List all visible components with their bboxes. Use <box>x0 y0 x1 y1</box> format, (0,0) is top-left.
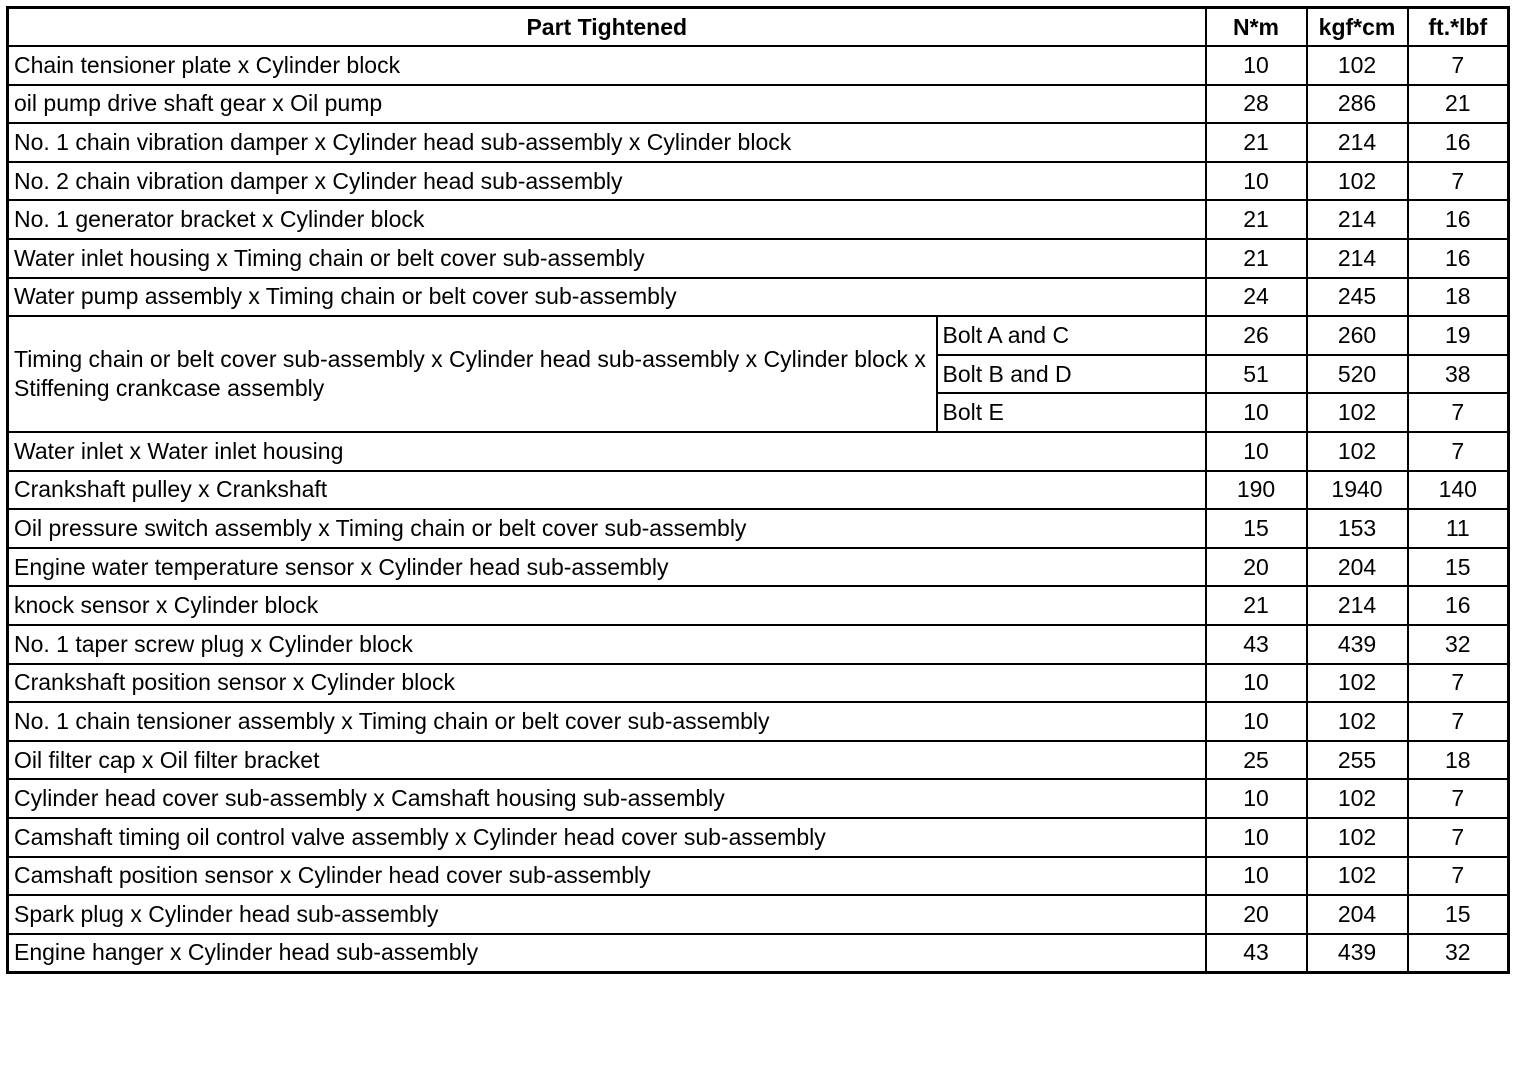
kgfcm-cell: 214 <box>1307 123 1408 162</box>
nm-cell: 26 <box>1206 316 1307 355</box>
table-row <box>8 278 1509 317</box>
ftlbf-cell: 21 <box>1408 85 1509 124</box>
part-cell: Oil pressure switch assembly x Timing chain or belt cover sub-assembly <box>8 509 1206 548</box>
header-kgfcm: kgf*cm <box>1307 8 1408 47</box>
nm-cell: 21 <box>1206 200 1307 239</box>
ftlbf-cell: 7 <box>1408 46 1509 85</box>
ftlbf-cell: 18 <box>1408 741 1509 780</box>
table-row-grouped <box>8 316 1509 355</box>
part-cell: No. 2 chain vibration damper x Cylinder head sub-assembly <box>8 162 1206 201</box>
table-row <box>8 818 1509 857</box>
part-cell: Water pump assembly x Timing chain or belt cover sub-assembly <box>8 278 1206 317</box>
kgfcm-cell: 439 <box>1307 625 1408 664</box>
ftlbf-cell: 16 <box>1408 239 1509 278</box>
table-row <box>8 509 1509 548</box>
table-row <box>8 85 1509 124</box>
ftlbf-cell: 32 <box>1408 625 1509 664</box>
ftlbf-cell: 140 <box>1408 471 1509 510</box>
table-row <box>8 239 1509 278</box>
table-row <box>8 432 1509 471</box>
kgfcm-cell: 102 <box>1307 818 1408 857</box>
bolt-label-cell: Bolt A and C <box>937 316 1206 355</box>
nm-cell: 190 <box>1206 471 1307 510</box>
table-row <box>8 471 1509 510</box>
nm-cell: 21 <box>1206 239 1307 278</box>
nm-cell: 25 <box>1206 741 1307 780</box>
part-cell: knock sensor x Cylinder block <box>8 586 1206 625</box>
ftlbf-cell: 38 <box>1408 355 1509 394</box>
ftlbf-cell: 16 <box>1408 123 1509 162</box>
ftlbf-cell: 11 <box>1408 509 1509 548</box>
kgfcm-cell: 102 <box>1307 779 1408 818</box>
bolt-label-cell: Bolt B and D <box>937 355 1206 394</box>
ftlbf-cell: 7 <box>1408 779 1509 818</box>
kgfcm-cell: 102 <box>1307 393 1408 432</box>
part-cell: Spark plug x Cylinder head sub-assembly <box>8 895 1206 934</box>
ftlbf-cell: 18 <box>1408 278 1509 317</box>
nm-cell: 43 <box>1206 934 1307 973</box>
kgfcm-cell: 214 <box>1307 586 1408 625</box>
kgfcm-cell: 245 <box>1307 278 1408 317</box>
kgfcm-cell: 102 <box>1307 46 1408 85</box>
kgfcm-cell: 102 <box>1307 857 1408 896</box>
nm-cell: 10 <box>1206 162 1307 201</box>
bolt-label-cell: Bolt E <box>937 393 1206 432</box>
table-row <box>8 200 1509 239</box>
kgfcm-cell: 102 <box>1307 432 1408 471</box>
nm-cell: 10 <box>1206 779 1307 818</box>
table-row <box>8 625 1509 664</box>
ftlbf-cell: 15 <box>1408 548 1509 587</box>
table-row <box>8 46 1509 85</box>
part-cell: Cylinder head cover sub-assembly x Camshaft housing sub-assembly <box>8 779 1206 818</box>
nm-cell: 10 <box>1206 432 1307 471</box>
part-cell: Crankshaft position sensor x Cylinder block <box>8 664 1206 703</box>
kgfcm-cell: 153 <box>1307 509 1408 548</box>
nm-cell: 51 <box>1206 355 1307 394</box>
part-cell: Oil filter cap x Oil filter bracket <box>8 741 1206 780</box>
part-cell: Engine hanger x Cylinder head sub-assembly <box>8 934 1206 973</box>
kgfcm-cell: 204 <box>1307 548 1408 587</box>
table-row <box>8 779 1509 818</box>
kgfcm-cell: 102 <box>1307 162 1408 201</box>
kgfcm-cell: 439 <box>1307 934 1408 973</box>
nm-cell: 10 <box>1206 393 1307 432</box>
kgfcm-cell: 204 <box>1307 895 1408 934</box>
nm-cell: 21 <box>1206 123 1307 162</box>
part-cell: Crankshaft pulley x Crankshaft <box>8 471 1206 510</box>
ftlbf-cell: 7 <box>1408 818 1509 857</box>
ftlbf-cell: 7 <box>1408 702 1509 741</box>
table-row <box>8 162 1509 201</box>
ftlbf-cell: 32 <box>1408 934 1509 973</box>
ftlbf-cell: 15 <box>1408 895 1509 934</box>
header-ftlbf: ft.*lbf <box>1408 8 1509 47</box>
table-row <box>8 702 1509 741</box>
table-row <box>8 664 1509 703</box>
nm-cell: 10 <box>1206 46 1307 85</box>
nm-cell: 10 <box>1206 702 1307 741</box>
nm-cell: 28 <box>1206 85 1307 124</box>
kgfcm-cell: 520 <box>1307 355 1408 394</box>
part-cell: No. 1 generator bracket x Cylinder block <box>8 200 1206 239</box>
part-cell: Camshaft position sensor x Cylinder head cover sub-assembly <box>8 857 1206 896</box>
part-cell-grouped: Timing chain or belt cover sub-assembly x Cylinder head sub-assembly x Cylinder block x Stiffening crankcase assembly <box>8 316 937 432</box>
table-row <box>8 934 1509 973</box>
part-cell: Water inlet x Water inlet housing <box>8 432 1206 471</box>
ftlbf-cell: 7 <box>1408 162 1509 201</box>
part-cell: No. 1 taper screw plug x Cylinder block <box>8 625 1206 664</box>
ftlbf-cell: 7 <box>1408 857 1509 896</box>
header-part-tightened: Part Tightened <box>8 8 1206 47</box>
nm-cell: 20 <box>1206 548 1307 587</box>
ftlbf-cell: 7 <box>1408 393 1509 432</box>
nm-cell: 10 <box>1206 818 1307 857</box>
table-row <box>8 548 1509 587</box>
part-cell: No. 1 chain tensioner assembly x Timing chain or belt cover sub-assembly <box>8 702 1206 741</box>
ftlbf-cell: 7 <box>1408 664 1509 703</box>
kgfcm-cell: 102 <box>1307 702 1408 741</box>
kgfcm-cell: 214 <box>1307 239 1408 278</box>
part-cell: Chain tensioner plate x Cylinder block <box>8 46 1206 85</box>
ftlbf-cell: 16 <box>1408 586 1509 625</box>
table-row <box>8 586 1509 625</box>
part-cell: oil pump drive shaft gear x Oil pump <box>8 85 1206 124</box>
nm-cell: 24 <box>1206 278 1307 317</box>
nm-cell: 10 <box>1206 857 1307 896</box>
part-cell: Camshaft timing oil control valve assembly x Cylinder head cover sub-assembly <box>8 818 1206 857</box>
kgfcm-cell: 102 <box>1307 664 1408 703</box>
table-row <box>8 857 1509 896</box>
nm-cell: 20 <box>1206 895 1307 934</box>
nm-cell: 43 <box>1206 625 1307 664</box>
nm-cell: 15 <box>1206 509 1307 548</box>
kgfcm-cell: 214 <box>1307 200 1408 239</box>
table-row <box>8 895 1509 934</box>
table-row <box>8 123 1509 162</box>
part-cell: No. 1 chain vibration damper x Cylinder head sub-assembly x Cylinder block <box>8 123 1206 162</box>
kgfcm-cell: 255 <box>1307 741 1408 780</box>
ftlbf-cell: 19 <box>1408 316 1509 355</box>
part-cell: Water inlet housing x Timing chain or belt cover sub-assembly <box>8 239 1206 278</box>
nm-cell: 10 <box>1206 664 1307 703</box>
ftlbf-cell: 7 <box>1408 432 1509 471</box>
ftlbf-cell: 16 <box>1408 200 1509 239</box>
kgfcm-cell: 1940 <box>1307 471 1408 510</box>
header-nm: N*m <box>1206 8 1307 47</box>
header-row <box>8 8 1509 47</box>
kgfcm-cell: 260 <box>1307 316 1408 355</box>
nm-cell: 21 <box>1206 586 1307 625</box>
part-cell: Engine water temperature sensor x Cylinder head sub-assembly <box>8 548 1206 587</box>
torque-spec-table <box>6 6 1510 974</box>
table-row <box>8 741 1509 780</box>
kgfcm-cell: 286 <box>1307 85 1408 124</box>
